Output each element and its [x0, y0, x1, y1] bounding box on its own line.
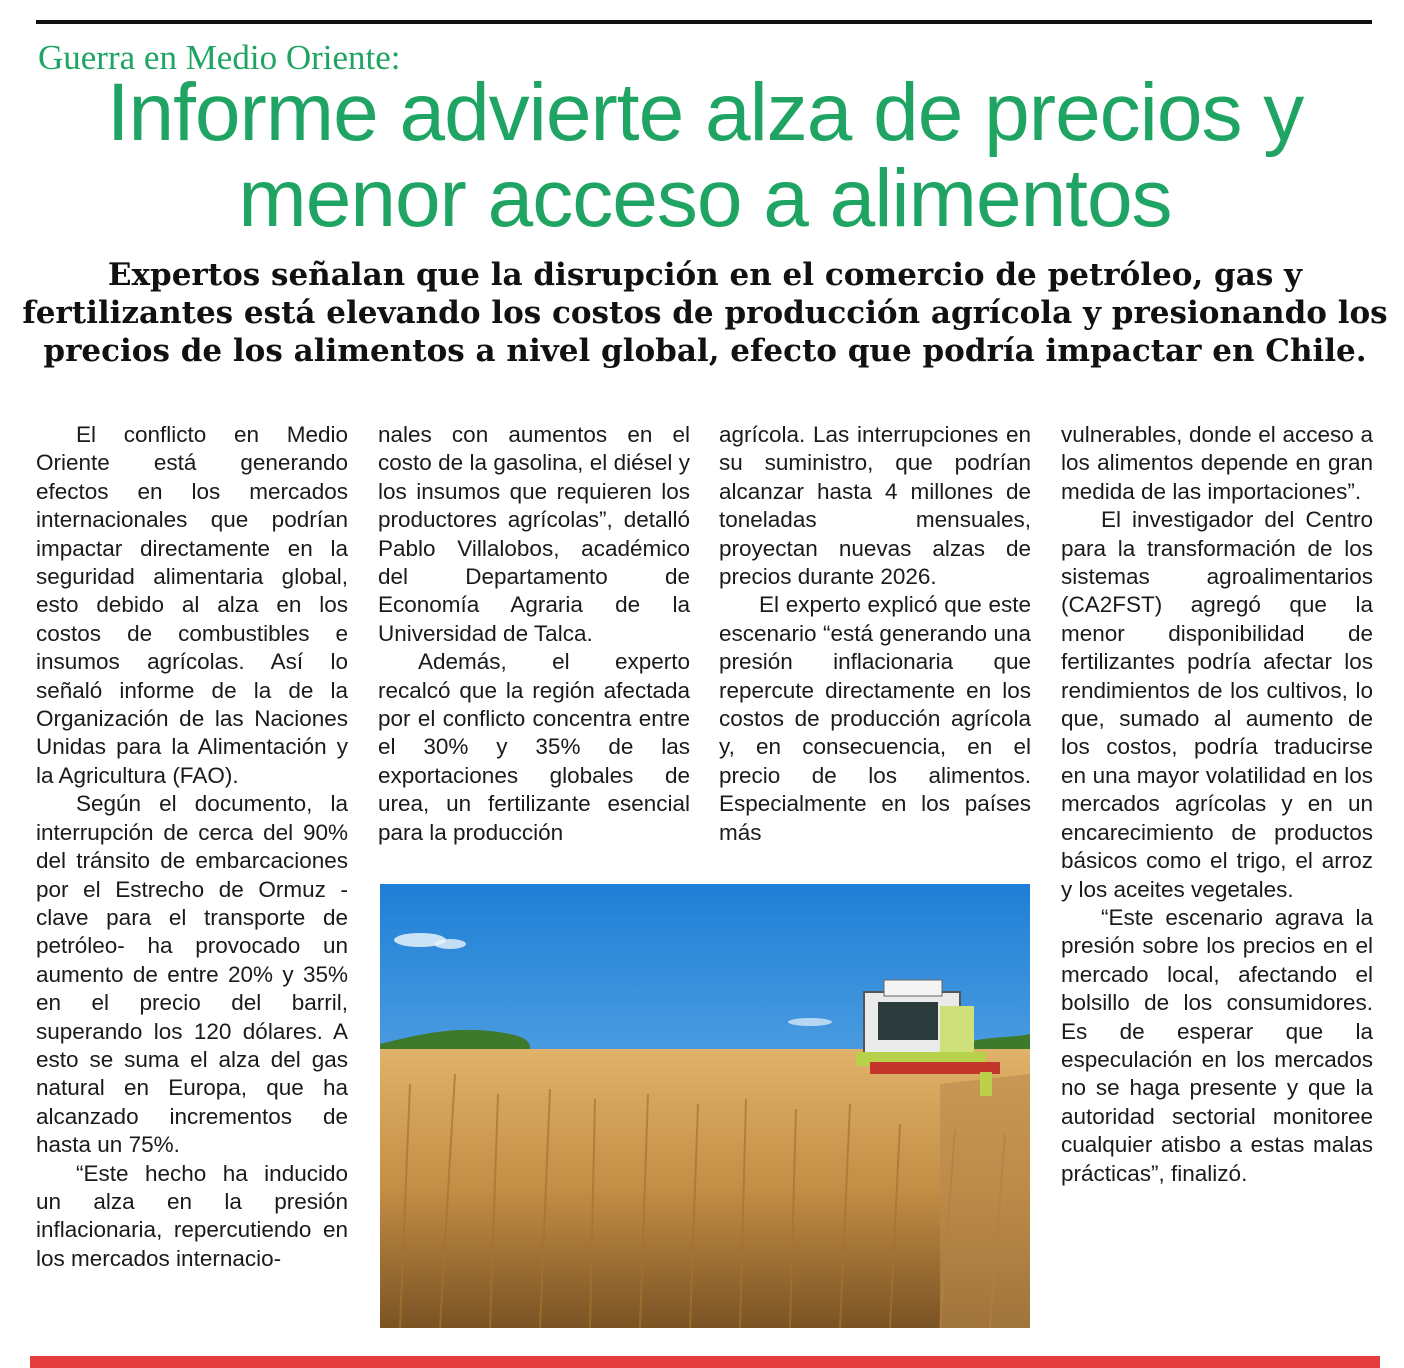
article-column-2: [378, 421, 690, 881]
paragraph: “Este escenario agrava la presión sobre los precios en el mercado local, afectando el bolsillo de los consumidores. Es de esperar que la especulación en los mercados no se haga presente y que la autoridad sectorial monitoree cualquier atisbo a estas malas prácticas”, finalizó.: [1061, 904, 1373, 1186]
article-photo: [380, 884, 1030, 1328]
paragraph: “Este hecho ha inducido un alza en la presión inflacionaria, repercutiendo en los mercados internacio-: [36, 1160, 348, 1271]
paragraph: nales con aumentos en el costo de la gasolina, el diésel y los insumos que requieren los productores agrícolas”, detalló Pablo Villalobos, académico del Departamento de Economía Agraria de la Universidad de Talca.: [378, 422, 690, 646]
article-headline: Informe advierte alza de precios y menor acceso a alimentos: [106, 67, 1304, 244]
paragraph: Según el documento, la interrupción de cerca del 90% del tránsito de embarcaciones por el Estrecho de Ormuz -clave para el transporte de petróleo- ha provocado un aumento de entre 20% y 35% en el precio del barril, superando los 120 dólares. A esto se suma el alza del gas natural en Europa, que ha alcanzado incrementos de hasta un 75%.: [36, 791, 348, 1158]
article-column-3: [719, 421, 1031, 881]
article-deck: Expertos señalan que la disrupción en el comercio de petróleo, gas y fertilizantes está elevando los costos de producción agrícola y presionando los precios de los alimentos a nivel global, efecto que podría impactar en Chile.: [22, 257, 1388, 369]
paragraph: El conflicto en Medio Oriente está generando efectos en los mercados internacionales que podrían impactar directamente en la seguridad alimentaria global, esto debido al alza en los costos de combustibles e insumos agrícolas. Así lo señaló informe de la de la Organización de las Naciones Unidas para la Alimentación y la Agricultura (FAO).: [36, 422, 348, 788]
wheat-field-harvester-image: [380, 884, 1030, 1328]
article-column-1: [36, 421, 348, 1331]
paragraph: agrícola. Las interrupciones en su suministro, que podrían alcanzar hasta 4 millones de toneladas mensuales, proyectan nuevas alzas de precios durante 2026.: [719, 422, 1031, 590]
article-column-4: [1061, 421, 1373, 1311]
bottom-banner: [30, 1356, 1380, 1368]
paragraph: El investigador del Centro para la transformación de los sistemas agroalimentarios (CA2FST) agregó que la menor disponibilidad de fertilizantes podría afectar los rendimientos de los cultivos, lo que, sumado al aumento de los costos, podría traducirse en una mayor volatilidad en los mercados agrícolas y en un encarecimiento de productos básicos como el trigo, el arroz y los aceites vegetales.: [1061, 507, 1373, 902]
paragraph: vulnerables, donde el acceso a los alimentos depende en gran medida de las importaciones”.: [1061, 422, 1373, 504]
paragraph: Además, el experto recalcó que la región afectada por el conflicto concentra entre el 30% y 35% de las exportaciones globales de urea, un fertilizante esencial para la producción: [378, 649, 690, 845]
top-rule: [36, 20, 1372, 24]
article-kicker: Guerra en Medio Oriente:: [38, 38, 401, 77]
paragraph: El experto explicó que este escenario “está generando una presión inflacionaria que repercute directamente en los costos de producción agrícola y, en consecuencia, en el precio de los alimentos. Especialmente en los países más: [719, 592, 1031, 845]
